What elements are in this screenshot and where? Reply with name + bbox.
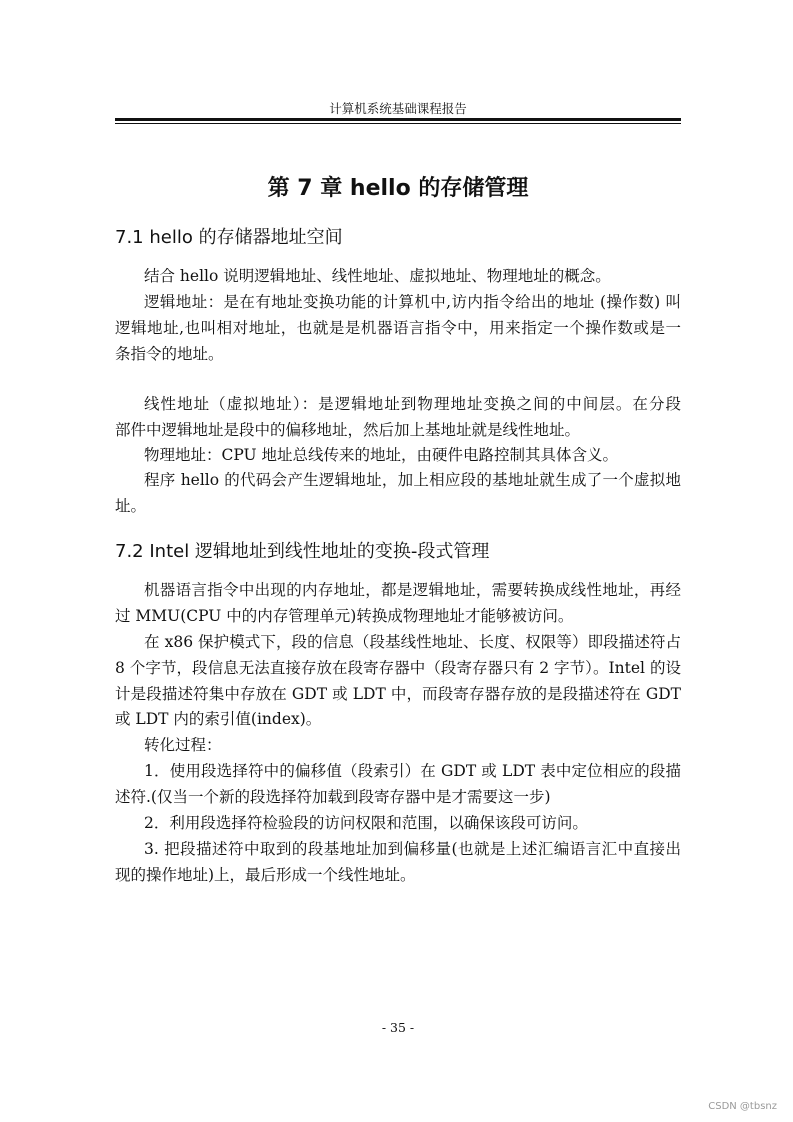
text-line: 述符.(仅当一个新的段选择符加载到段寄存器中是才需要这一步) — [115, 788, 551, 806]
text-line: 现的操作地址)上，最后形成一个线性地址。 — [115, 866, 416, 884]
text-line: 8 个字节，段信息无法直接存放在段寄存器中（段寄存器只有 2 字节）。Intel 的设 — [115, 659, 681, 677]
text-line: 计是段描述符集中存放在 GDT 或 LDT 中，而段寄存器存放的是段描述符在 GDT — [115, 685, 681, 703]
text-line: 结合 hello 说明逻辑地址、线性地址、虚拟地址、物理地址的概念。 — [144, 267, 611, 285]
text-line: 址。 — [115, 497, 147, 515]
text-line: 在 x86 保护模式下，段的信息（段基线性地址、长度、权限等）即段描述符占 — [144, 633, 681, 651]
text-line: 过 MMU(CPU 中的内存管理单元)转换成物理地址才能够被访问。 — [115, 607, 574, 625]
text-line: 逻辑地址：是在有地址变换功能的计算机中,访内指令给出的地址 (操作数) 叫 — [144, 293, 681, 311]
watermark: CSDN @tbsnz — [708, 1101, 777, 1112]
running-header: 计算机系统基础课程报告 — [329, 101, 467, 116]
text-line: 2．利用段选择符检验段的访问权限和范围，以确保该段可访问。 — [144, 814, 588, 832]
text-line: 线性地址（虚拟地址）：是逻辑地址到物理地址变换之间的中间层。在分段 — [144, 395, 681, 413]
text-line: 部件中逻辑地址是段中的偏移地址，然后加上基地址就是线性地址。 — [115, 421, 581, 439]
text-line: 转化过程： — [144, 736, 222, 754]
text-line: 逻辑地址,也叫相对地址，也就是是机器语言指令中，用来指定一个操作数或是一 — [115, 319, 681, 337]
header-rule-thin — [115, 123, 681, 124]
text-line: 或 LDT 内的索引值(index)。 — [115, 710, 322, 728]
section-heading-7-1: 7.1 hello 的存储器地址空间 — [115, 227, 343, 248]
text-line: 物理地址：CPU 地址总线传来的地址，由硬件电路控制其具体含义。 — [144, 446, 619, 464]
section-heading-7-2: 7.2 Intel 逻辑地址到线性地址的变换-段式管理 — [115, 541, 490, 562]
text-line: 程序 hello 的代码会产生逻辑地址，加上相应段的基地址就生成了一个虚拟地 — [144, 471, 681, 489]
header-rule-thick — [115, 118, 681, 121]
text-line: 条指令的地址。 — [115, 345, 224, 363]
chapter-title: 第 7 章 hello 的存储管理 — [267, 176, 529, 201]
text-line: 3. 把段描述符中取到的段基地址加到偏移量(也就是上述汇编语言汇中直接出 — [144, 840, 681, 858]
text-line: 1．使用段选择符中的偏移值（段索引）在 GDT 或 LDT 表中定位相应的段描 — [144, 762, 681, 780]
page-number: - 35 - — [381, 1020, 415, 1035]
text-line: 机器语言指令中出现的内存地址，都是逻辑地址，需要转换成线性地址，再经 — [144, 581, 681, 599]
